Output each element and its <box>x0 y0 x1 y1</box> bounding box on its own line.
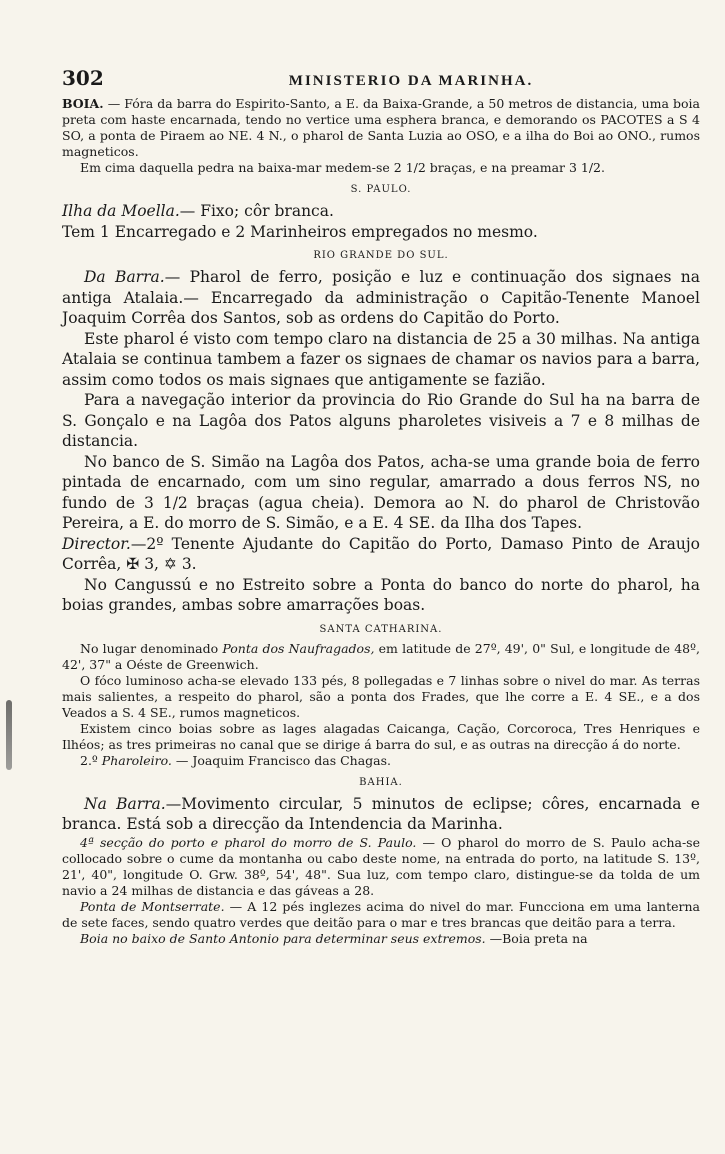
running-title: MINISTERIO DA MARINHA. <box>288 73 534 89</box>
boia-lead: BOIA. <box>62 96 104 111</box>
section-heading-santa-catharina: SANTA CATHARINA. <box>319 623 443 635</box>
boia-depth: Em cima daquella pedra na baixa-mar medem-se 2 1/2 braças, e na preamar 3 1/2. <box>80 160 605 175</box>
page-number: 302 <box>62 66 104 90</box>
boia-paragraph: BOIA. — Fóra da barra do Espirito-Santo, a E. da Baixa-Grande, a 50 metros de distancia, uma boia preta com haste encarnada, tendo no vertice uma esphera branca, e demorando os PACOTES a S 4 SO, a ponta de Piraem ao NE. 4 N., o pharol de Santa Luzia ao OSO, e a ilha do Boi ao ONO., rumos magneticos. <box>62 96 700 159</box>
rio-grande-p4: No banco de S. Simão na Lagôa dos Patos, acha-se uma grande boia de ferro pintada de encarnado, com um sino regular, amarrado a dous ferros NS, no fundo de 3 1/2 braças (agua cheia). Demora ao N. do pharol de Christovão Pereira, a E. do morro de S. Simão, e a E. 4 SE. da Ilha dos Tapes. <box>62 452 700 532</box>
bahia-p2: 4ª secção do porto e pharol do morro de S. Paulo. — O pharol do morro de S. Paulo acha-se collocado sobre o cume da montanha ou cabo deste nome, na entrada do porto, na latitude S. 13º, 21', 40", longitude O. Grw. 38º, 54', 48". Sua luz, com tempo claro, distingue-se da tolda de um navio a 24 milhas de distancia e das gáveas a 28. <box>62 834 700 898</box>
section-heading-bahia: BAHIA. <box>359 776 403 788</box>
rio-grande-director: Director.—2º Tenente Ajudante do Capitão do Porto, Damaso Pinto de Araujo Corrêa, ✠ 3, ✡ 3. <box>62 534 700 573</box>
document-page <box>62 66 700 947</box>
santa-catharina-p2: O fóco luminoso acha-se elevado 133 pés, 8 pollegadas e 7 linhas sobre o nivel do mar. As terras mais salientes, a respeito do pharol, são a ponta dos Frades, que lhe corre a E. 4 SE., e a dos Veados a S. 4 SE., rumos magneticos. <box>62 672 700 720</box>
santa-catharina-keeper: 2.º Pharoleiro. — Joaquim Francisco das Chagas. <box>80 752 391 768</box>
santa-catharina-p3: Existem cinco boias sobre as lages alagadas Caicanga, Cação, Corcoroca, Tres Henriques e Ilhéos; as tres primeiras no canal que se dirige á barra do sul, e as outras na direcção á do norte. <box>62 720 700 752</box>
page-edge-mark <box>6 700 12 770</box>
bahia-p3: Ponta de Montserrate. — A 12 pés inglezes acima do nivel do mar. Funcciona em uma lanterna de sete faces, sendo quatro verdes que deitão para o mar e tres brancas que deitão para a terra. <box>62 898 701 930</box>
rio-grande-p5: No Cangussú e no Estreito sobre a Ponta do banco do norte do pharol, ha boias grandes, ambas sobre amarrações boas. <box>62 575 700 614</box>
rio-grande-p3: Para a navegação interior da provincia do Rio Grande do Sul ha na barra de S. Gonçalo e na Lagôa dos Patos alguns pharoletes visiveis a 7 e 8 milhas de distancia. <box>62 391 700 450</box>
rio-grande-p2: Este pharol é visto com tempo claro na distancia de 25 a 30 milhas. Na antiga Atalaia se continua tambem a fazer os signaes de chamar os navios para a barra, assim como todos os mais signaes que antigamente se fazião. <box>62 329 700 389</box>
santa-catharina-p1: No lugar denominado Ponta dos Naufragados, em latitude de 27º, 49', 0" Sul, e longitude de 48º, 42', 37" a Oéste de Greenwich. <box>62 640 700 672</box>
section-heading-rio-grande: RIO GRANDE DO SUL. <box>313 250 449 261</box>
rio-grande-p1: Da Barra.— Pharol de ferro, posição e luz e continuação dos signaes na antiga Atalaia.— Encarregado da administração o Capitão-Tenente Manoel Joaquim Corrêa dos Santos, sob as ordens do Capitão do Porto. <box>62 268 701 327</box>
sao-paulo-staff: Tem 1 Encarregado e 2 Marinheiros empregados no mesmo. <box>62 222 538 241</box>
bahia-p1: Na Barra.—Movimento circular, 5 minutos de eclipse; côres, encarnada e branca. Está sob a direcção da Intendencia da Marinha. <box>62 794 700 833</box>
bahia-p4: Boia no baixo de Santo Antonio para determinar seus extremos. —Boia preta na <box>80 930 588 946</box>
page-header <box>62 66 700 90</box>
sao-paulo-item: Ilha da Moella.— Fixo; côr branca. <box>62 202 334 220</box>
section-heading-sao-paulo: S. PAULO. <box>350 184 412 195</box>
